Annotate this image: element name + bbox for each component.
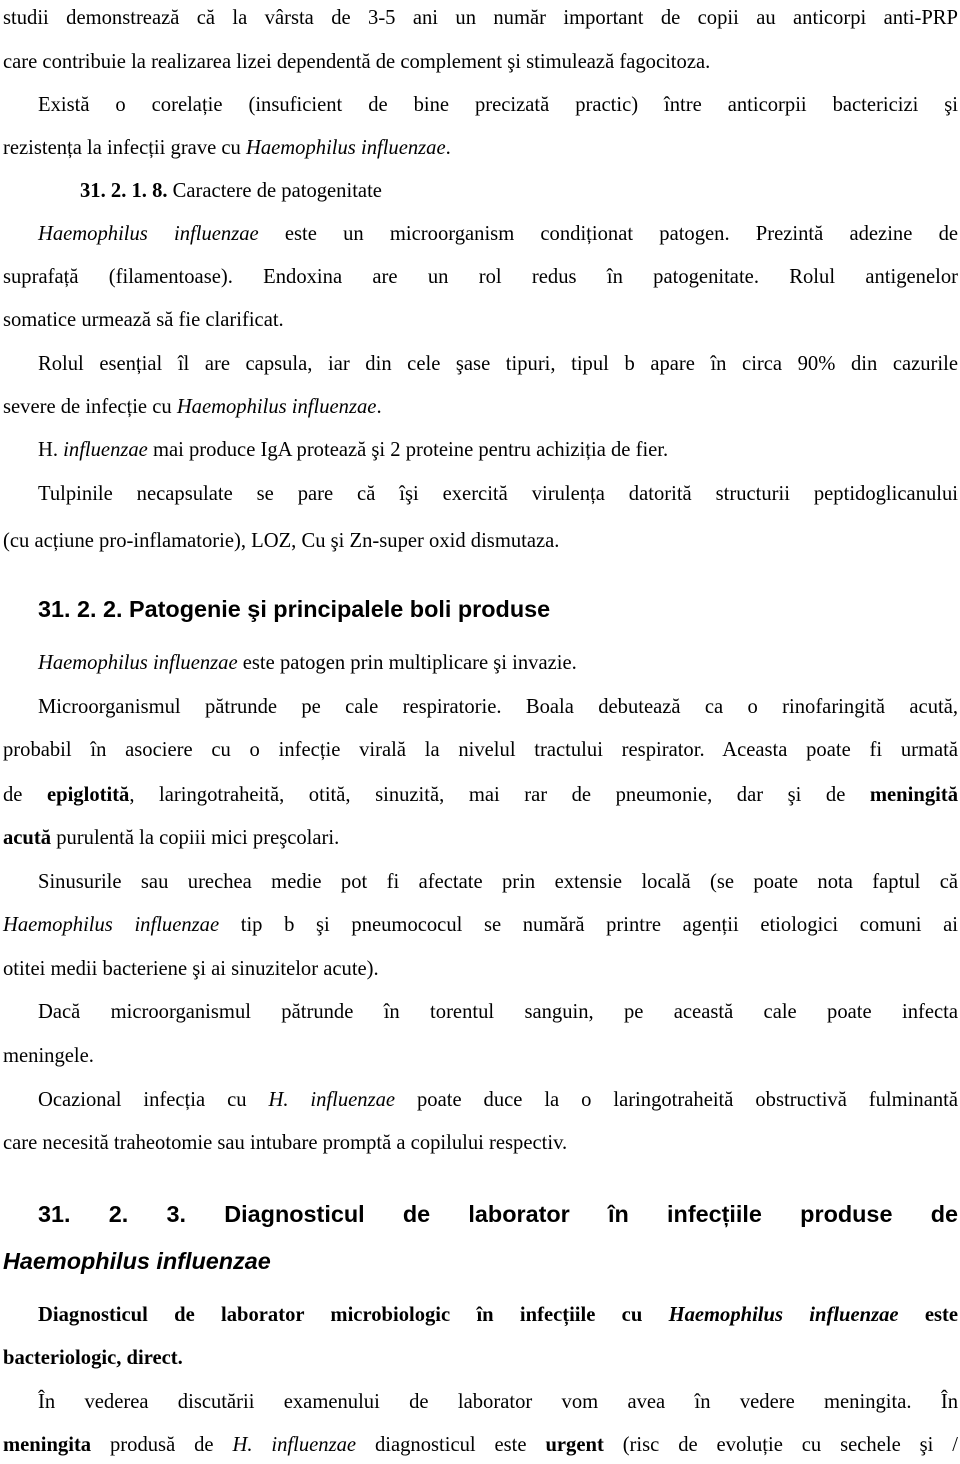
paragraph-line: severe de infecție cu Haemophilus influenzae.	[3, 396, 382, 418]
paragraph-line: H. influenzae mai produce IgA protează şi 2 proteine pentru achiziția de fier.	[38, 439, 669, 461]
paragraph-line: somatice urmează să fie clarificat.	[3, 309, 284, 331]
paragraph-line: suprafață (filamentoase). Endoxina are un rol redus în patogenitate. Rolul antigenelor	[3, 266, 958, 288]
paragraph-line: Există o corelație (insuficient de bine precizată practic) între anticorpii bactericizi şi	[38, 94, 958, 116]
paragraph-line: În vederea discutării examenului de laborator vom avea în vedere meningita. În	[38, 1391, 958, 1413]
paragraph-line: (cu acțiune pro-inflamatorie), LOZ, Cu şi Zn-super oxid dismutaza.	[3, 530, 560, 552]
paragraph-line: meningita produsă de H. influenzae diagnosticul este urgent (risc de evoluție cu sechele şi /	[3, 1434, 958, 1456]
paragraph-line: care contribuie la realizarea lizei dependentă de complement şi stimulează fagocitoza.	[3, 51, 711, 73]
paragraph-line: Sinusurile sau urechea medie pot fi afectate prin extensie locală (se poate nota faptul că	[38, 871, 958, 893]
paragraph-line: otitei medii bacteriene şi ai sinuzitelor acute).	[3, 958, 379, 980]
paragraph-line: bacteriologic, direct.	[3, 1347, 183, 1369]
paragraph-line: rezistența la infecții grave cu Haemophilus influenzae.	[3, 137, 451, 159]
paragraph-line: studii demonstrează că la vârsta de 3-5 ani un număr important de copii au anticorpi anti-PRP	[3, 7, 958, 29]
paragraph-line: Microorganismul pătrunde pe cale respiratorie. Boala debutează ca o rinofaringită acută,	[38, 696, 958, 718]
paragraph-line: care necesită traheotomie sau intubare promptă a copilului respectiv.	[3, 1132, 568, 1154]
paragraph-line: acută purulentă la copiii mici preşcolari.	[3, 827, 340, 849]
paragraph-line: Tulpinile necapsulate se pare că îşi exercită virulența datorită structurii peptidoglicanului	[38, 483, 958, 505]
paragraph-line: Ocazional infecția cu H. influenzae poate duce la o laringotraheită obstructivă fulminantă	[38, 1089, 958, 1111]
paragraph-line: Diagnosticul de laborator microbiologic în infecțiile cu Haemophilus influenzae este	[38, 1304, 958, 1326]
paragraph-line: de epiglotită, laringotraheită, otită, sinuzită, mai rar de pneumonie, dar şi de meningită	[3, 784, 958, 806]
paragraph-line: probabil în asociere cu o infecție virală la nivelul tractului respirator. Aceasta poate fi urmată	[3, 739, 958, 761]
paragraph-line: Rolul esențial îl are capsula, iar din cele şase tipuri, tipul b apare în circa 90% din cazurile	[38, 353, 958, 375]
paragraph-line: Dacă microorganismul pătrunde în torentul sanguin, pe această cale poate infecta	[38, 1001, 958, 1023]
paragraph-line: Haemophilus influenzae este un microorganism condiționat patogen. Prezintă adezine de	[38, 223, 959, 245]
section-heading: 31. 2. 2. Patogenie şi principalele boli produse	[38, 596, 551, 622]
section-heading: 31. 2. 3. Diagnosticul de laborator în infecțiile produse de	[38, 1201, 958, 1227]
section-subheading: 31. 2. 1. 8. Caractere de patogenitate	[80, 180, 382, 202]
section-heading-continued: Haemophilus influenzae	[3, 1248, 271, 1274]
paragraph-line: meningele.	[3, 1045, 94, 1067]
paragraph-line: Haemophilus influenzae este patogen prin multiplicare şi invazie.	[38, 652, 577, 674]
paragraph-line: Haemophilus influenzae tip b şi pneumococul se numără printre agenții etiologici comuni ai	[3, 914, 958, 936]
